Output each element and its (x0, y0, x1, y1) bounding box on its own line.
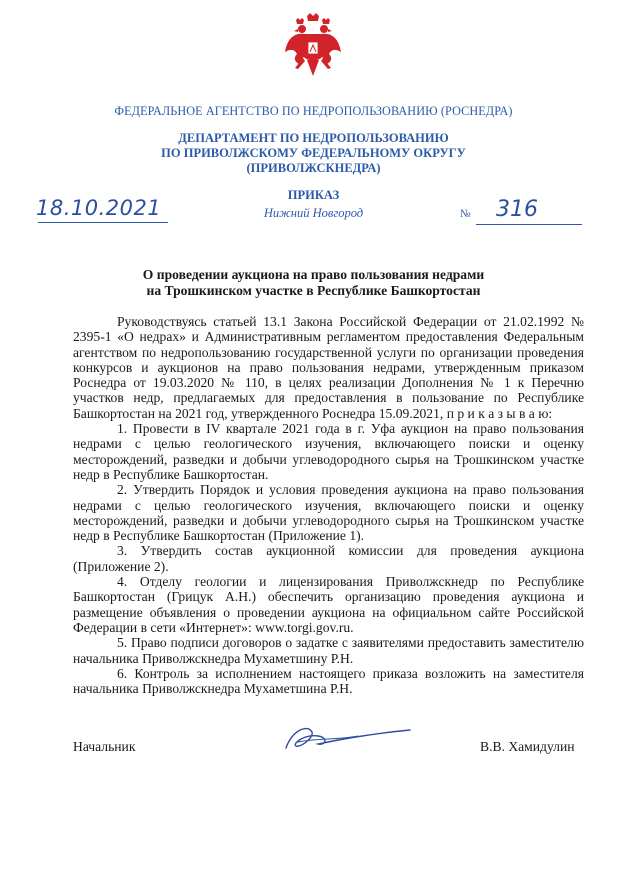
number-label: № (460, 208, 471, 220)
signatory-position: Начальник (73, 739, 136, 754)
order-body (73, 314, 584, 696)
city: Нижний Новгород (263, 206, 364, 220)
agency-name: ФЕДЕРАЛЬНОЕ АГЕНТСТВО ПО НЕДРОПОЛЬЗОВАНИЮ (РОСНЕДРА) (114, 104, 513, 118)
clause-2: 2. Утвердить Порядок и условия проведения аукциона на право пользования недрами с целью геологического изучения, включающего поиски и оценку месторождений, разведки и добычи углеводородного сырья на Трошкинском участке недр в Республике Башкортостан (Приложение 1). (73, 482, 584, 544)
clause-4: 4. Отделу геологии и лицензирования Приволжскнедр по Республике Башкортостан (Грицук А.Н.) обеспечить организацию проведения аукциона и размещение объявления о проведении аукциона на официальном сайте Российской Федерации в сети «Интернет»: www.torgi.gov.ru. (73, 574, 584, 635)
clause-3: 3. Утвердить состав аукционной комиссии для проведения аукциона (Приложение 2). (73, 543, 584, 574)
order-title-line-1: О проведении аукциона на право пользования недрами (142, 267, 485, 282)
clause-5: 5. Право подписи договоров о задатке с заявителями предоставить заместителю начальника Приволжскнедра Мухаметшину Р.Н. (73, 635, 584, 666)
document-type: ПРИКАЗ (287, 188, 340, 202)
date-underline (38, 222, 168, 223)
number-underline (476, 224, 582, 225)
clause-6: 6. Контроль за исполнением настоящего приказа возложить на заместителя начальника Приволжскнедра Мухаметшина Р.Н. (73, 665, 584, 697)
handwritten-date: 18.10.2021 (36, 196, 162, 220)
department-name-line-3: (ПРИВОЛЖСКНЕДРА) (246, 161, 381, 175)
department-name-line-2: ПО ПРИВОЛЖСКОМУ ФЕДЕРАЛЬНОМУ ОКРУГУ (161, 146, 466, 160)
handwritten-signature (278, 718, 418, 758)
department-name-line-1: ДЕПАРТАМЕНТ ПО НЕДРОПОЛЬЗОВАНИЮ (178, 131, 449, 145)
order-title-line-2: на Трошкинском участке в Республике Башкортостан (146, 283, 481, 298)
handwritten-number: 316 (496, 197, 538, 222)
signatory-name: В.В. Хамидулин (480, 739, 575, 754)
coat-of-arms-emblem (283, 12, 343, 78)
preamble-paragraph: Руководствуясь статьей 13.1 Закона Российской Федерации от 21.02.1992 № 2395-1 «О недрах» и Административным регламентом предоставления Федеральным агентством по недропользованию государственной услуги по организации проведения конкурсов и аукционов на право пользования недрами, утвержденным приказом Роснедра от 19.03.2020 № 110, в целях реализации Дополнения № 1 к Перечню участков недр, предлагаемых для предоставления в пользование по Республике Башкортостан на 2021 год, утвержденного Роснедра 15.09.2021, п р и к а з ы в а ю: (73, 314, 584, 421)
clause-1: 1. Провести в IV квартале 2021 года в г. Уфа аукцион на право пользования недрами с целью геологического изучения, включающего поиски и оценку месторождений, разведки и добычи углеводородного сырья на Трошкинском участке недр в Республике Башкортостан. (73, 421, 584, 482)
